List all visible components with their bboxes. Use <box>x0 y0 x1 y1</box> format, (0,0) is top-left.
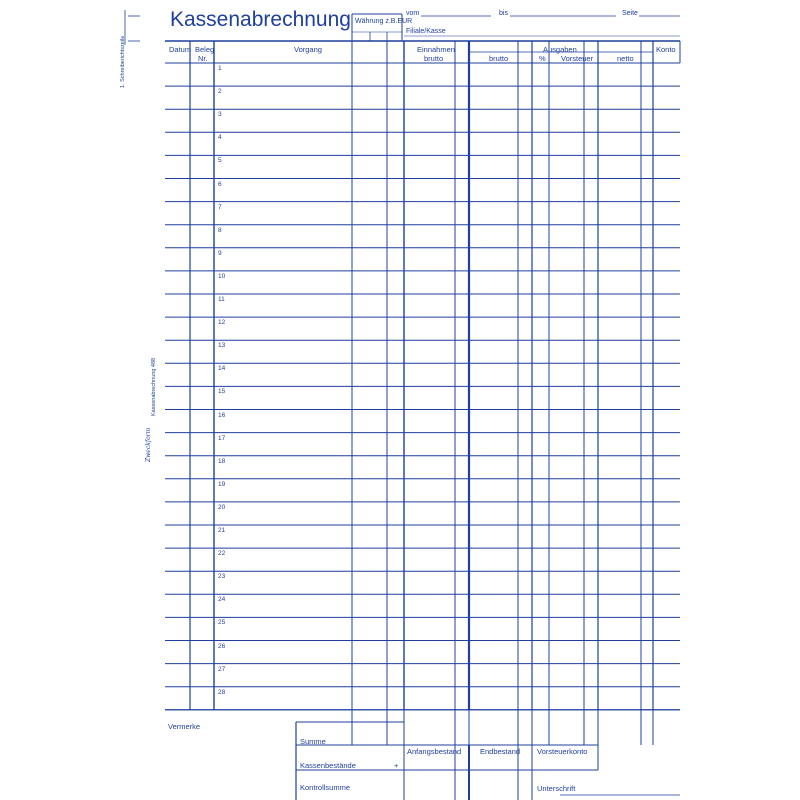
row-number: 15 <box>218 388 226 396</box>
row-number: 24 <box>218 596 226 604</box>
row-number: 14 <box>218 365 226 373</box>
row-number: 27 <box>218 665 226 673</box>
row-number: 2 <box>218 88 222 96</box>
col-ausgaben: Ausgaben <box>543 45 577 54</box>
row-number: 18 <box>218 457 226 465</box>
row-number: 11 <box>218 296 225 303</box>
filiale-label: Filiale/Kasse <box>406 28 446 35</box>
row-number: 8 <box>218 226 222 234</box>
side-note: 1. Schreiberichtszeile <box>120 35 126 88</box>
row-number: 21 <box>218 527 226 534</box>
col-einnahmen-brutto: brutto <box>424 54 444 63</box>
row-number: 26 <box>218 642 226 650</box>
row-number: 3 <box>218 111 222 119</box>
row-number: 19 <box>218 480 226 488</box>
vorsteuerkonto-label: Vorsteuerkonto <box>537 747 588 756</box>
row-number: 22 <box>218 550 226 558</box>
row-number: 10 <box>218 272 226 280</box>
endbestand-label: Endbestand <box>480 747 521 756</box>
row-number: 28 <box>218 688 226 696</box>
row-number: 6 <box>218 180 222 188</box>
row-number: 1 <box>218 65 222 72</box>
row-number: 16 <box>218 411 226 419</box>
anfangsbestand-label: Anfangsbestand <box>407 747 462 756</box>
row-number: 17 <box>218 434 226 442</box>
bis-label: bis <box>499 10 508 17</box>
row-number: 4 <box>218 134 222 142</box>
col-ausgaben-brutto: brutto <box>489 54 509 63</box>
col-vorsteuer: Vorsteuer <box>561 54 594 63</box>
seite-label: Seite <box>622 10 638 17</box>
row-number: 5 <box>218 157 222 165</box>
col-netto: netto <box>617 54 634 63</box>
col-einnahmen: Einnahmen <box>417 45 455 54</box>
plus-sign: + <box>394 761 399 770</box>
col-vorgang: Vorgang <box>294 45 322 54</box>
col-prozent: % <box>539 54 546 63</box>
side-form-name: Kassenabrechnung 488 <box>151 357 157 416</box>
kassenbestaende-label: Kassenbestände <box>300 761 356 770</box>
vermerke-label: Vermerke <box>168 722 201 731</box>
row-number: 12 <box>218 319 226 327</box>
row-number: 9 <box>218 249 222 257</box>
unterschrift-label: Unterschrift <box>537 784 576 793</box>
vom-label: vom <box>406 10 420 17</box>
kontrollsumme-label: Kontrollsumme <box>300 783 351 792</box>
brand-logo: Zweckform <box>145 427 152 462</box>
row-number: 20 <box>218 503 226 511</box>
currency-label: Währung z.B.EUR <box>355 18 413 25</box>
summe-label: Summe <box>300 737 326 746</box>
form-title: Kassenabrechnung <box>170 8 351 31</box>
row-number: 25 <box>218 619 226 627</box>
col-datum: Datum <box>169 45 192 54</box>
row-number: 23 <box>218 573 226 581</box>
col-konto: Konto <box>656 45 676 54</box>
col-nr: Nr. <box>198 54 208 63</box>
row-number: 13 <box>218 342 226 350</box>
col-beleg: Beleg <box>195 45 215 54</box>
row-number: 7 <box>218 203 222 211</box>
